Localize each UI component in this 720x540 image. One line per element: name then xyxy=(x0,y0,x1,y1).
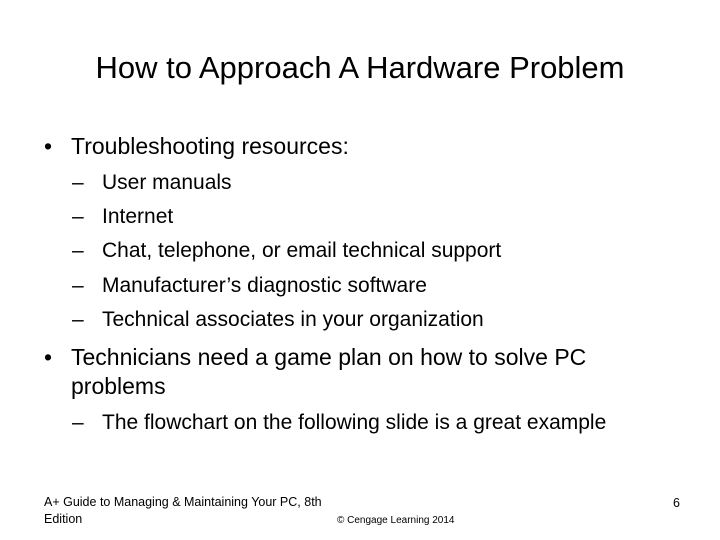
sub-bullet-user-manuals xyxy=(72,166,232,200)
footer-book-title: A+ Guide to Managing & Maintaining Your PC, 8th Edition xyxy=(44,495,322,526)
sub-bullet-technical-associates xyxy=(72,303,484,337)
sub-bullet-mark: – xyxy=(72,171,84,194)
sub-bullet-text: The flowchart on the following slide is a great example xyxy=(102,411,607,434)
bullet-text: Troubleshooting resources: xyxy=(71,133,349,159)
sub-bullet-mark: – xyxy=(72,308,84,331)
bullet-troubleshooting-resources xyxy=(44,132,684,161)
sub-bullet-flowchart xyxy=(72,406,606,440)
sub-bullet-diagnostic-software xyxy=(72,269,427,303)
sub-bullet-mark: – xyxy=(72,274,84,297)
bullet-text: Technicians need a game plan on how to solve PC problems xyxy=(71,344,587,399)
bullet-mark: • xyxy=(44,133,53,159)
footer-page-number: 6 xyxy=(673,496,680,510)
slide-title: How to Approach A Hardware Problem xyxy=(95,50,625,85)
sub-bullet-text: User manuals xyxy=(102,171,232,194)
sub-bullet-text: Technical associates in your organization xyxy=(102,308,484,331)
sub-bullet-mark: – xyxy=(72,239,84,262)
sub-bullet-mark: – xyxy=(72,411,84,434)
sub-bullet-text: Chat, telephone, or email technical support xyxy=(102,239,502,262)
bullet-mark: • xyxy=(44,344,53,370)
sub-bullet-text: Internet xyxy=(102,205,174,228)
sub-bullet-mark: – xyxy=(72,205,84,228)
sub-bullet-technical-support xyxy=(72,234,501,268)
footer-copyright: © Cengage Learning 2014 xyxy=(337,515,455,526)
sub-bullet-text: Manufacturer’s diagnostic software xyxy=(102,274,427,297)
bullet-game-plan xyxy=(44,343,674,401)
sub-bullet-internet xyxy=(72,200,173,234)
